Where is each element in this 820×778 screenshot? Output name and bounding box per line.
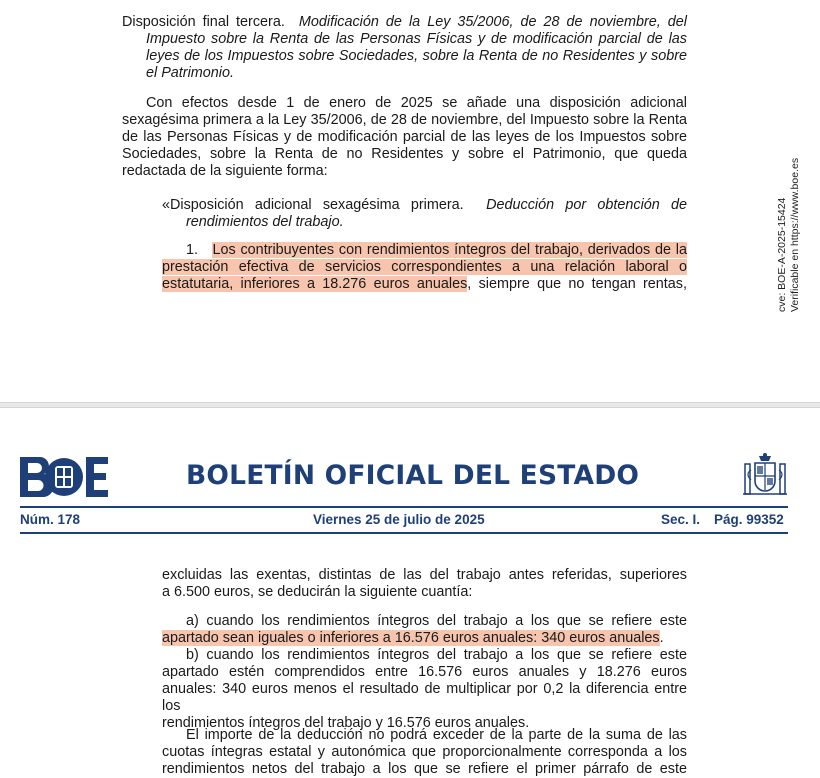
paragraph-efectos xyxy=(122,95,687,180)
page-number: Pág. 99352 xyxy=(714,512,784,527)
disp-adic-title-2: rendimientos del trabajo. xyxy=(186,214,344,230)
disposicion-adicional xyxy=(162,197,687,231)
gazette-title: BOLETÍN OFICIAL DEL ESTADO xyxy=(186,460,640,491)
boe-logo xyxy=(20,457,108,497)
apartado-b-line-4: rendimientos íntegros del trabajo y 16.576 euros anuales. xyxy=(162,715,530,731)
efectos-line-4: Sociedades, sobre la Renta de no Residentes y sobre el Patrimonio, que queda xyxy=(122,146,687,162)
efectos-line-5: redactada de la siguiente forma: xyxy=(122,163,328,179)
importe-line-2: cuotas íntegras estatal y autonómica que proporcionalmente corresponda a los xyxy=(162,744,687,760)
disp-adic-label: «Disposición adicional sexagésima primera. xyxy=(162,197,464,213)
header-rule-top xyxy=(20,506,788,508)
importe-line-1: El importe de la deducción no podrá exceder de la parte de la suma de las xyxy=(186,727,687,743)
apartado-b-line-1: b) cuando los rendimientos íntegros del trabajo a los que se refiere este xyxy=(186,647,687,663)
efectos-line-1: Con efectos desde 1 de enero de 2025 se añade una disposición adicional xyxy=(146,95,687,111)
apartado-a-line-1: a) cuando los rendimientos íntegros del trabajo a los que se refiere este xyxy=(186,613,687,629)
verification-url: Verificable en https://www.boe.es xyxy=(789,157,801,312)
section-label: Sec. I. xyxy=(661,512,701,527)
punto-1-line-3-highlight: estatutaria, inferiores a 18.276 euros anuales xyxy=(162,276,468,292)
page-lower xyxy=(0,408,820,777)
cve-code: cve: BOE-A-2025-15424 xyxy=(776,197,788,312)
punto-1-number: 1. xyxy=(186,242,199,258)
header-rule-bottom xyxy=(20,532,788,534)
efectos-line-2: sexagésima primera a la Ley 35/2006, de 28 de noviembre, del Impuesto sobre la Renta xyxy=(122,112,687,128)
apartado-a-line-2-highlight: apartado sean iguales o inferiores a 16.576 euros anuales: 340 euros anuales xyxy=(162,630,660,646)
apartado-b xyxy=(162,647,687,732)
disp-final-title-3: leyes de los Impuestos sobre Sociedades, sobre la Renta de no Residentes y sobre xyxy=(146,48,687,64)
excl-line-2: a 6.500 euros, se deducirán la siguiente cuantía: xyxy=(162,584,473,600)
coat-of-arms-icon xyxy=(741,452,789,500)
excl-line-1: excluidas las exentas, distintas de las del trabajo antes referidas, superiores xyxy=(162,567,687,583)
disp-final-title-4: el Patrimonio. xyxy=(146,65,234,81)
apartado-a xyxy=(162,613,687,647)
disp-final-title-2: Impuesto sobre la Renta de las Personas Físicas y de modificación parcial de las xyxy=(146,31,687,47)
disp-final-title-1: Modificación de la Ley 35/2006, de 28 de noviembre, del xyxy=(298,14,688,30)
paragraph-importe xyxy=(162,727,687,778)
issue-date: Viernes 25 de julio de 2025 xyxy=(313,512,485,527)
issue-number: Núm. 178 xyxy=(20,512,81,527)
side-verification-text xyxy=(776,158,802,312)
disp-adic-title-1: Deducción por obtención de xyxy=(486,197,688,213)
punto-1 xyxy=(162,242,687,293)
disp-final-label: Disposición final tercera. xyxy=(122,14,285,30)
disposicion-final-tercera xyxy=(122,14,687,82)
apartado-a-line-2-rest: . xyxy=(659,630,664,646)
importe-line-3: rendimientos netos del trabajo a los que se refiere el primer párrafo de este xyxy=(162,761,687,777)
apartado-b-line-3: anuales: 340 euros menos el resultado de multiplicar por 0,2 la diferencia entre los xyxy=(162,681,687,714)
punto-1-line-1-highlight: Los contribuyentes con rendimientos íntegros del trabajo, derivados de la xyxy=(212,242,687,258)
paragraph-excluidas xyxy=(162,567,687,601)
apartado-b-line-2: apartado estén comprendidos entre 16.576 euros anuales y 18.276 euros xyxy=(162,664,687,680)
efectos-line-3: de las Personas Físicas y de modificación parcial de las leyes de los Impuestos sobre xyxy=(122,129,687,145)
punto-1-line-2-highlight: prestación efectiva de servicios correspondientes a una relación laboral o xyxy=(162,259,687,275)
punto-1-line-3-rest: , siempre que no tengan rentas, xyxy=(467,276,687,292)
